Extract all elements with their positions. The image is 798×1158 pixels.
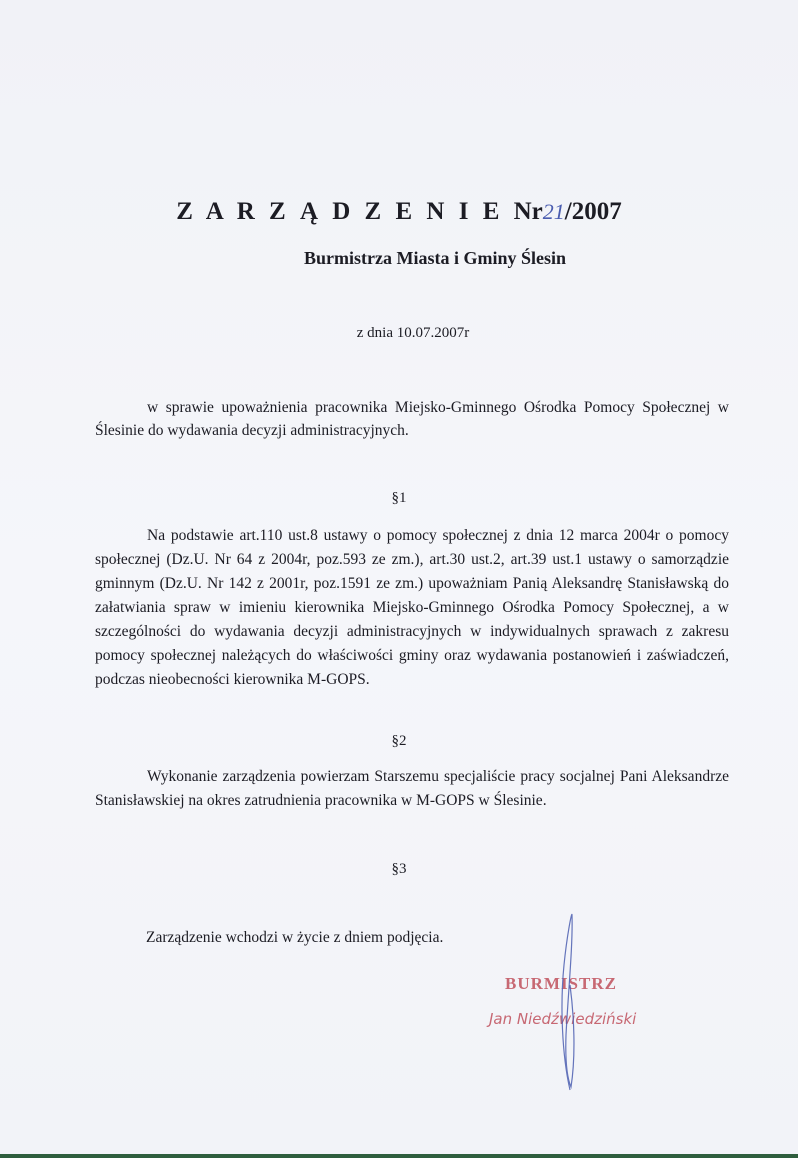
stamp-title: BURMISTRZ (505, 974, 617, 993)
document-title (0, 198, 798, 226)
section-1-text (95, 524, 729, 692)
section-2-mark: §2 (391, 733, 407, 749)
title-word: Z A R Z Ą D Z E N I E (176, 198, 504, 225)
document-subject (95, 396, 729, 442)
document-subtitle: Burmistrza Miasta i Gminy Ślesin (304, 248, 566, 268)
section-2-text (95, 765, 729, 813)
title-year: /2007 (564, 198, 622, 225)
handwritten-signature (540, 905, 610, 1095)
section-3-mark: §3 (391, 861, 407, 877)
document-date: z dnia 10.07.2007r (356, 325, 470, 341)
stamp-name: Jan Niedźwiedziński (489, 1010, 637, 1028)
title-nr: Nr (513, 198, 543, 225)
section-1-body: Na podstawie art.110 ust.8 ustawy o pomocy społecznej z dnia 12 marca 2004r o pomocy społecznej (Dz.U. Nr 64 z 2004r, poz.593 ze zm.), art.30 ust.2, art.39 ust.1 ustawy o samorządzie gminnym (Dz.U. Nr 142 z 2001r, poz.1591 ze zm.) upoważniam Panią Aleksandrę Stanisławską do załatwiania spraw w imieniu kierownika Miejsko-Gminnego Ośrodka Pomocy Społecznej, a w szczególności do wydawania decyzji administracyjnych w indywidualnych sprawach z zakresu pomocy społecznej należących do właściwości gminy oraz wydawania postanowień i zaświadczeń, podczas nieobecności kierownika M-GOPS. (95, 527, 729, 688)
section-1-mark: §1 (391, 490, 407, 506)
subject-text: w sprawie upoważnienia pracownika Miejsko-Gminnego Ośrodka Pomocy Społecznej w Ślesinie do wydawania decyzji administracyjnych. (95, 399, 729, 439)
page-bottom-edge (0, 1154, 798, 1158)
section-3-text: Zarządzenie wchodzi w życie z dniem podjęcia. (146, 929, 444, 946)
handwritten-number: 21 (542, 199, 565, 224)
section-2-body: Wykonanie zarządzenia powierzam Starszemu specjaliście pracy socjalnej Pani Aleksandrze Stanisławskiej na okres zatrudnienia pracownika w M-GOPS w Ślesinie. (95, 768, 729, 809)
